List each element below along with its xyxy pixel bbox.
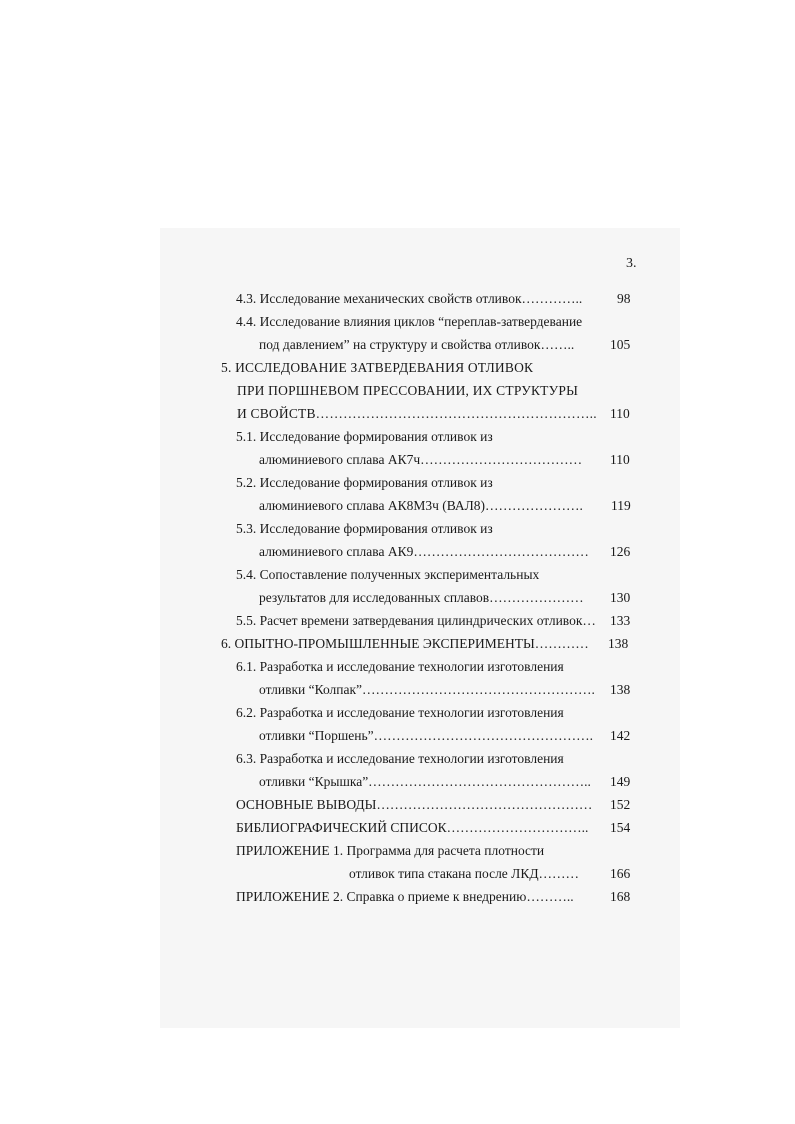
toc-section-6: 6. ОПЫТНО-ПРОМЫШЛЕННЫЕ ЭКСПЕРИМЕНТЫ………… — [221, 636, 589, 651]
toc-page-appendix-2: 168 — [610, 889, 631, 904]
toc-section-5: 5. ИССЛЕДОВАНИЕ ЗАТВЕРДЕВАНИЯ ОТЛИВОК — [221, 360, 534, 375]
page-number: 3. — [626, 256, 637, 271]
toc-entry-5-3-cont: алюминиевого сплава АК9………………………………… — [259, 544, 589, 559]
toc-page-6-2: 142 — [610, 728, 631, 743]
toc-appendix-1-cont: отливок типа стакана после ЛКД……… — [349, 866, 580, 881]
toc-page-appendix-1: 166 — [610, 866, 631, 881]
toc-page-6: 138 — [608, 636, 629, 651]
toc-entry-6-2: 6.2. Разработка и исследование технологии изготовления — [236, 705, 564, 720]
toc-entry-5-1-cont: алюминиевого сплава АК7ч……………………………… — [259, 452, 583, 467]
toc-page-4-3: 98 — [617, 291, 631, 306]
toc-page-4-4: 105 — [610, 337, 631, 352]
toc-page-bibliography: 154 — [610, 820, 631, 835]
toc-entry-5-1: 5.1. Исследование формирования отливок из — [236, 429, 493, 444]
toc-bibliography: БИБЛИОГРАФИЧЕСКИЙ СПИСОК………………………….. — [236, 820, 589, 835]
toc-page-6-1: 138 — [610, 682, 631, 697]
toc-entry-6-3-cont: отливки “Крышка”………………………………………….. — [259, 774, 591, 789]
toc-entry-5-5: 5.5. Расчет времени затвердевания цилиндрических отливок… — [236, 613, 596, 628]
toc-page-5-5: 133 — [610, 613, 631, 628]
toc-entry-5-2-cont: алюминиевого сплава АК8М3ч (ВАЛ8)…………………. — [259, 498, 583, 513]
toc-entry-5-2: 5.2. Исследование формирования отливок из — [236, 475, 493, 490]
toc-entry-4-4-cont: под давлением” на структуру и свойства отливок…….. — [259, 337, 575, 352]
toc-appendix-2: ПРИЛОЖЕНИЕ 2. Справка о приеме к внедрению……….. — [236, 889, 574, 904]
toc-page-5-2: 119 — [611, 498, 631, 513]
toc-page-5-4: 130 — [610, 590, 631, 605]
toc-entry-4-3: 4.3. Исследование механических свойств отливок………….. — [236, 291, 583, 306]
toc-page-6-3: 149 — [610, 774, 631, 789]
toc-entry-6-2-cont: отливки “Поршень”…………………………………………. — [259, 728, 594, 743]
toc-entry-6-3: 6.3. Разработка и исследование технологии изготовления — [236, 751, 564, 766]
toc-page-5: 110 — [610, 406, 630, 421]
toc-entry-6-1-cont: отливки “Колпак”……………………………………………. — [259, 682, 595, 697]
toc-page-5-3: 126 — [610, 544, 631, 559]
toc-entry-5-4: 5.4. Сопоставление полученных экспериментальных — [236, 567, 540, 582]
toc-section-5-cont: ПРИ ПОРШНЕВОМ ПРЕССОВАНИИ, ИХ СТРУКТУРЫ — [237, 383, 579, 398]
toc-conclusions: ОСНОВНЫЕ ВЫВОДЫ………………………………………… — [236, 797, 593, 812]
toc-entry-5-3: 5.3. Исследование формирования отливок из — [236, 521, 493, 536]
toc-entry-6-1: 6.1. Разработка и исследование технологии изготовления — [236, 659, 564, 674]
toc-page-conclusions: 152 — [610, 797, 631, 812]
toc-entry-4-4: 4.4. Исследование влияния циклов “переплав-затвердевание — [236, 314, 583, 329]
toc-appendix-1: ПРИЛОЖЕНИЕ 1. Программа для расчета плотности — [236, 843, 545, 858]
toc-page-5-1: 110 — [610, 452, 630, 467]
toc-entry-5-4-cont: результатов для исследованных сплавов………………… — [259, 590, 584, 605]
toc-section-5-cont-2: И СВОЙСТВ…………………………………………………….. — [237, 406, 597, 421]
